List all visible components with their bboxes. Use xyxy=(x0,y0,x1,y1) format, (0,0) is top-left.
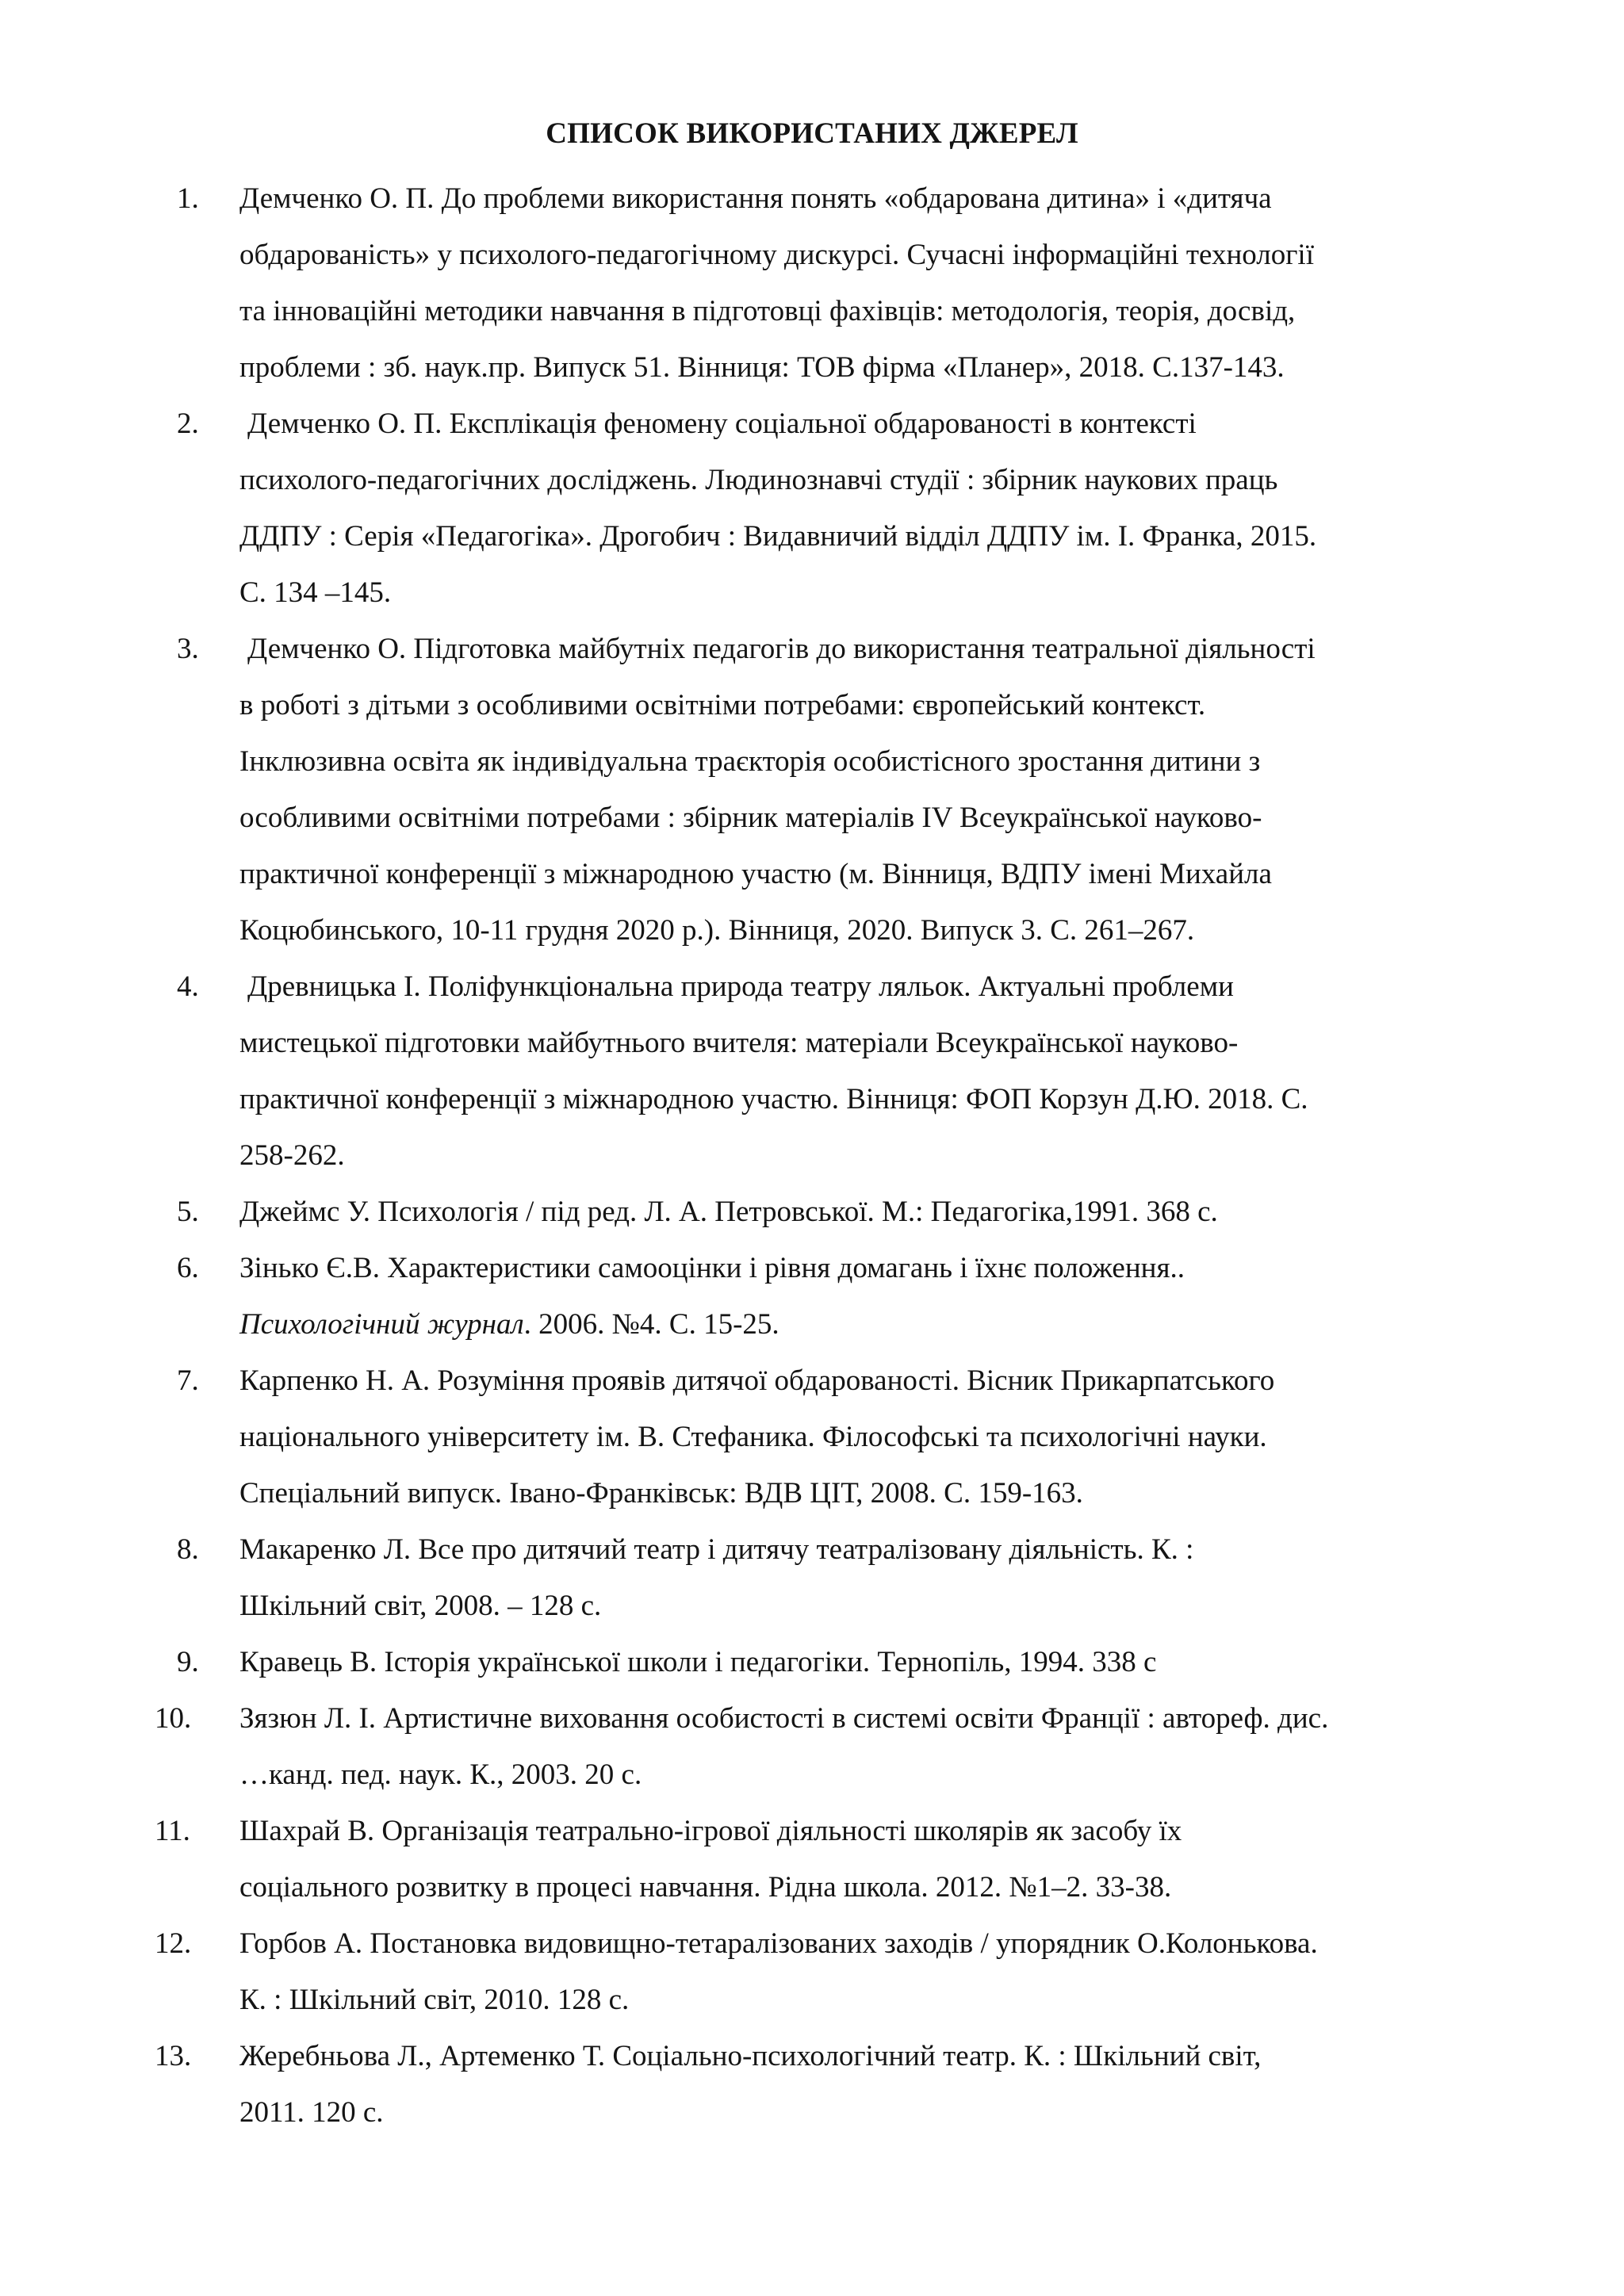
reference-line: соціального розвитку в процесі навчання. Рідна школа. 2012. №1–2. 33-38. xyxy=(239,1871,1172,1904)
item-number: 6. xyxy=(177,1252,199,1284)
reference-line: Древницька І. Поліфункціональна природа театру ляльок. Актуальні проблеми xyxy=(247,970,1234,1003)
list-item xyxy=(155,2028,1497,2141)
reference-line: Спеціальний випуск. Івано-Франківськ: ВДВ ЦІТ, 2008. С. 159-163. xyxy=(239,1477,1083,1510)
reference-line: Шкільний світ, 2008. – 128 с. xyxy=(239,1590,602,1622)
list-item xyxy=(177,396,1497,621)
reference-line: Шахрай В. Організація театрально-ігрової діяльності школярів як засобу їх xyxy=(239,1815,1182,1847)
reference-line: Демченко О. П. До проблеми використання понять «обдарована дитина» і «дитяча xyxy=(239,182,1272,215)
reference-line: Кравець В. Історія української школи і педагогіки. Тернопіль, 1994. 338 с xyxy=(239,1646,1157,1678)
reference-line: та інноваційні методики навчання в підготовці фахівців: методологія, теорія, досвід, xyxy=(239,295,1296,327)
list-item xyxy=(155,1803,1497,1915)
reference-line: практичної конференції з міжнародною участю. Вінниця: ФОП Корзун Д.Ю. 2018. С. xyxy=(239,1083,1308,1115)
list-item xyxy=(177,170,1497,396)
reference-line: практичної конференції з міжнародною участю (м. Вінниця, ВДПУ імені Михайла xyxy=(239,858,1272,890)
list-item xyxy=(177,1184,1497,1240)
list-item xyxy=(177,621,1497,959)
list-item xyxy=(177,1353,1497,1521)
list-item xyxy=(177,959,1497,1184)
item-number: 8. xyxy=(177,1533,199,1566)
item-number: 12. xyxy=(155,1927,192,1960)
reference-line: Коцюбинського, 10-11 грудня 2020 р.). Вінниця, 2020. Випуск 3. С. 261–267. xyxy=(239,914,1195,947)
reference-line: С. 134 –145. xyxy=(239,576,392,609)
reference-list xyxy=(155,170,1497,2141)
list-item xyxy=(155,1915,1497,2028)
list-item xyxy=(177,1634,1497,1690)
citation-details: . 2006. №4. С. 15-25. xyxy=(523,1308,779,1341)
page-title: СПИСОК ВИКОРИСТАНИХ ДЖЕРЕЛ xyxy=(546,117,1078,150)
item-number: 9. xyxy=(177,1646,199,1678)
item-number: 1. xyxy=(177,182,199,215)
item-number: 10. xyxy=(155,1702,192,1735)
list-item xyxy=(155,1690,1497,1803)
item-number: 5. xyxy=(177,1196,199,1228)
reference-line xyxy=(239,1296,1497,1353)
reference-line: особливими освітніми потребами : збірник матеріалів IV Всеукраїнської науково- xyxy=(239,802,1262,834)
reference-line: Карпенко Н. А. Розуміння проявів дитячої обдарованості. Вісник Прикарпатського xyxy=(239,1364,1275,1397)
reference-line: Демченко О. Підготовка майбутніх педагогів до використання театральної діяльності xyxy=(247,633,1316,665)
reference-line: …канд. пед. наук. К., 2003. 20 с. xyxy=(239,1758,642,1791)
reference-line: Демченко О. П. Експлікація феномену соціальної обдарованості в контексті xyxy=(247,408,1197,440)
reference-line: Джеймс У. Психологія / під ред. Л. А. Петровської. М.: Педагогіка,1991. 368 с. xyxy=(239,1196,1218,1228)
reference-line: в роботі з дітьми з особливими освітніми потребами: європейський контекст. xyxy=(239,689,1206,721)
reference-line: К. : Шкільний світ, 2010. 128 с. xyxy=(239,1984,630,2016)
reference-line: проблеми : зб. наук.пр. Випуск 51. Вінниця: ТОВ фірма «Планер», 2018. С.137-143. xyxy=(239,351,1285,384)
reference-line: Макаренко Л. Все про дитячий театр і дитячу театралізовану діяльність. К. : xyxy=(239,1533,1194,1566)
reference-line: Інклюзивна освіта як індивідуальна траєкторія особистісного зростання дитини з xyxy=(239,745,1261,778)
reference-line: Зязюн Л. І. Артистичне виховання особистості в системі освіти Франції : автореф. дис. xyxy=(239,1702,1329,1735)
item-number: 7. xyxy=(177,1364,199,1397)
reference-line: обдарованість» у психолого-педагогічному дискурсі. Сучасні інформаційні технології xyxy=(239,239,1314,271)
reference-line: 258-262. xyxy=(239,1139,345,1172)
reference-line: Зінько Є.В. Характеристики самооцінки і рівня домагань і їхнє положення.. xyxy=(239,1252,1185,1284)
list-item xyxy=(177,1521,1497,1634)
reference-line: психолого-педагогічних досліджень. Людинознавчі студії : збірник наукових праць xyxy=(239,464,1278,496)
reference-line: 2011. 120 с. xyxy=(239,2096,384,2129)
reference-line: ДДПУ : Серія «Педагогіка». Дрогобич : Видавничий відділ ДДПУ ім. І. Франка, 2015. xyxy=(239,520,1317,553)
item-number: 4. xyxy=(177,970,199,1003)
journal-title: Психологічний журнал xyxy=(239,1308,524,1341)
item-number: 2. xyxy=(177,408,199,440)
reference-line: Горбов А. Постановка видовищно-тетаралізованих заходів / упорядник О.Колонькова. xyxy=(239,1927,1318,1960)
reference-line: мистецької підготовки майбутнього вчителя: матеріали Всеукраїнської науково- xyxy=(239,1027,1239,1059)
item-number: 3. xyxy=(177,633,199,665)
item-number: 13. xyxy=(155,2040,192,2072)
list-item xyxy=(177,1240,1497,1353)
reference-line: національного університету ім. В. Стефаника. Філософські та психологічні науки. xyxy=(239,1421,1267,1453)
item-number: 11. xyxy=(155,1815,190,1847)
reference-line: Жеребньова Л., Артеменко Т. Соціально-психологічний театр. К. : Шкільний світ, xyxy=(239,2040,1262,2072)
